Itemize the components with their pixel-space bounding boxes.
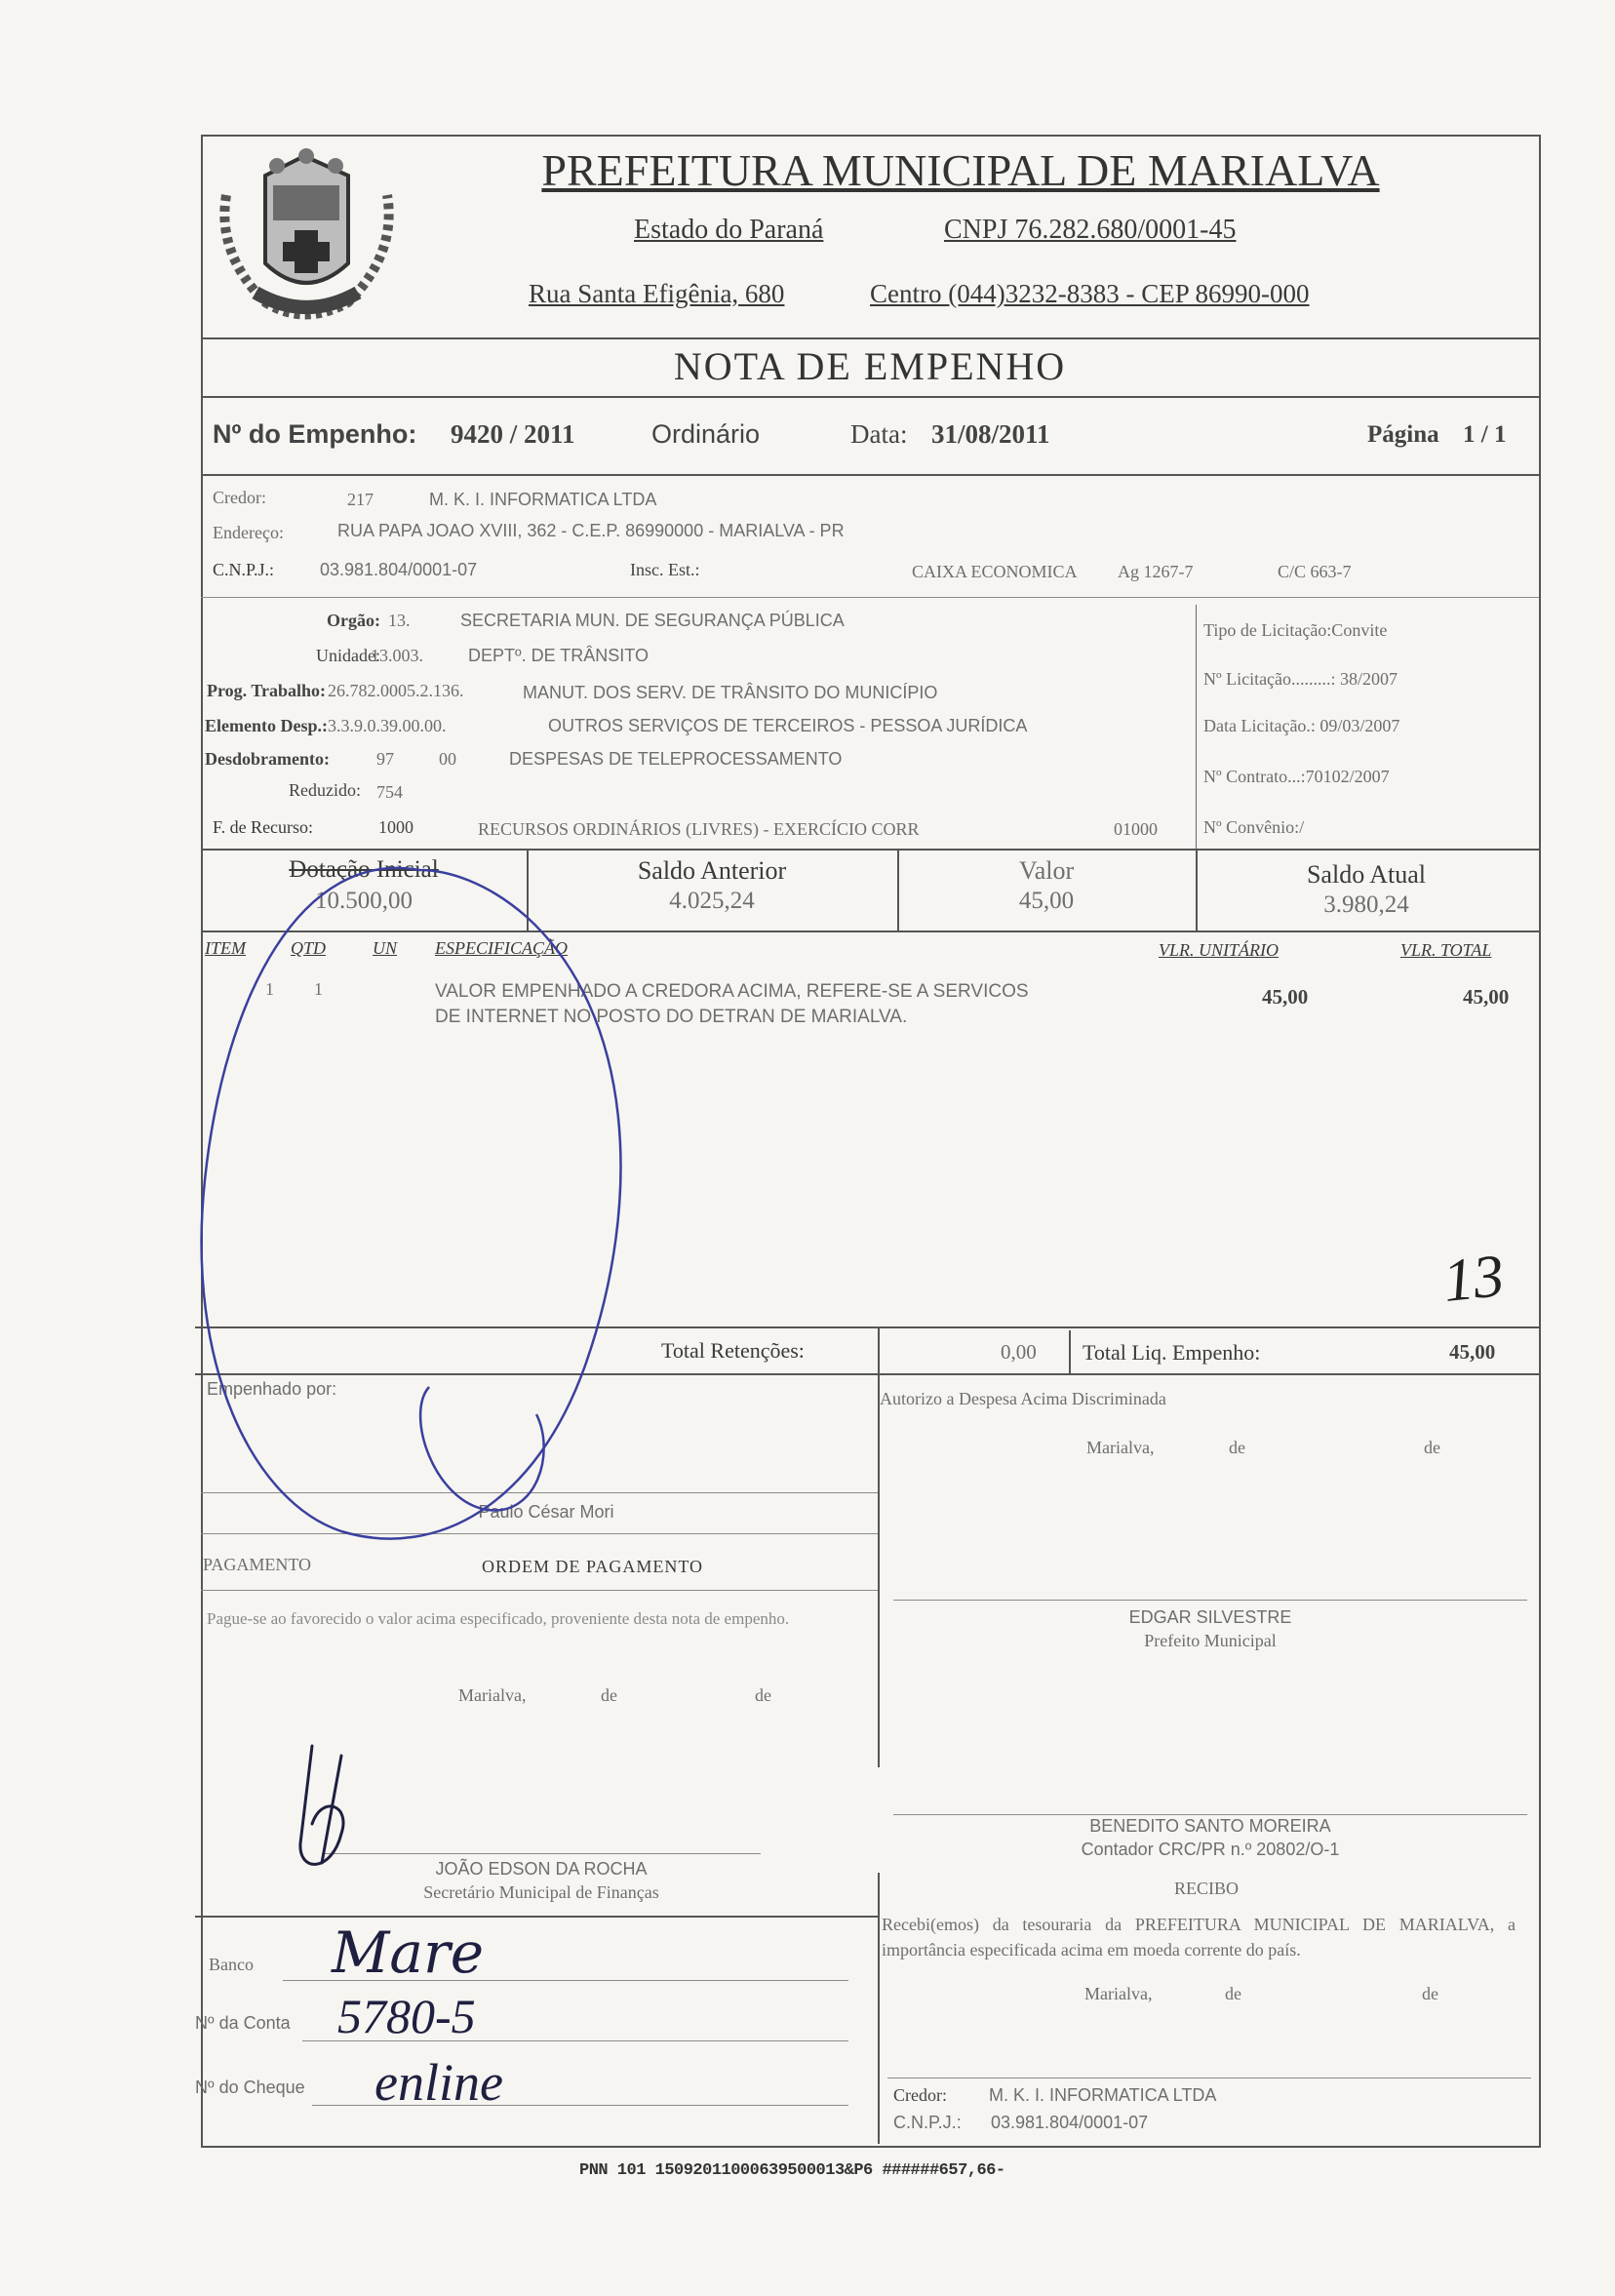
mayor-name: EDGAR SILVESTRE — [1128, 1607, 1292, 1627]
conta-label: Nº da Conta — [195, 2013, 291, 2033]
municipal-crest-icon — [207, 137, 407, 332]
unidade-code: 13.003. — [371, 646, 423, 665]
doc-title: NOTA DE EMPENHO — [673, 344, 1067, 388]
creditor-cnpj: 03.981.804/0001-07 — [320, 560, 478, 579]
secretary-signature-icon — [283, 1726, 419, 1882]
col-item: ITEM — [205, 938, 246, 958]
desdobramento-code: 97 — [376, 749, 394, 769]
creditor-address: RUA PAPA JOAO XVIII, 362 - C.E.P. 86990000 - MARIALVA - PR — [337, 521, 845, 540]
unidade-label: Unidade: — [316, 646, 380, 665]
desdobramento-sub: 00 — [439, 749, 456, 769]
liquido-value: 45,00 — [1449, 1340, 1496, 1364]
empenho-type: Ordinário — [651, 419, 761, 449]
cheque-handwritten: enline — [374, 2053, 503, 2112]
creditor-code: 217 — [347, 490, 374, 509]
creditor-name: M. K. I. INFORMATICA LTDA — [429, 490, 657, 509]
saldo-anterior-value: 4.025,24 — [669, 888, 755, 914]
empenho-date-label: Data: — [850, 419, 908, 449]
insc-label: Insc. Est.: — [630, 560, 700, 579]
item-total: 45,00 — [1463, 985, 1510, 1009]
orgao-label: Orgão: — [327, 611, 380, 630]
valor-label: Valor — [1018, 856, 1075, 885]
valor-value: 45,00 — [1018, 888, 1075, 914]
empenhado-name: Paulo César Mori — [478, 1502, 614, 1522]
recibo-de1: de — [1225, 1984, 1241, 2003]
elemento-code: 3.3.9.0.39.00.00. — [328, 716, 447, 735]
creditor-agency: Ag 1267-7 — [1118, 562, 1194, 581]
banco-label: Banco — [209, 1955, 254, 1974]
recurso-code: 1000 — [378, 817, 414, 837]
conta-handwritten: 5780-5 — [337, 1989, 476, 2043]
cnpj-label: C.N.P.J.: — [213, 560, 275, 579]
secretary-role: Secretário Municipal de Finanças — [423, 1882, 659, 1902]
item-spec-line2: DE INTERNET NO POSTO DO DETRAN DE MARIALVA. — [435, 1007, 908, 1027]
desdobramento-label: Desdobramento: — [205, 749, 330, 769]
licitacao-tipo: Tipo de Licitação:Convite — [1203, 620, 1388, 640]
licitacao-numero: Nº Licitação.........: 38/2007 — [1203, 669, 1398, 689]
page-number: 1 / 1 — [1463, 421, 1507, 448]
prog-label: Prog. Trabalho: — [207, 681, 327, 700]
prog-code: 26.782.0005.2.136. — [328, 681, 464, 700]
reduzido-value: 754 — [376, 782, 403, 802]
saldo-atual-label: Saldo Atual — [1306, 860, 1427, 889]
recurso-sub: 01000 — [1114, 819, 1158, 839]
state-name: Estado do Paraná — [634, 215, 824, 245]
autorizo-de1: de — [1229, 1438, 1245, 1457]
municipality-address: Rua Santa Efigênia, 680 — [529, 279, 785, 308]
elemento-label: Elemento Desp.: — [205, 716, 328, 735]
empenhado-label: Empenhado por: — [207, 1379, 337, 1399]
autorizo-text: Autorizo a Despesa Acima Discriminada — [880, 1389, 1166, 1408]
recibo-de2: de — [1422, 1984, 1438, 2003]
unidade-name: DEPTº. DE TRÂNSITO — [468, 646, 649, 665]
empenho-date: 31/08/2011 — [931, 419, 1050, 449]
recibo-credor-label: Credor: — [893, 2085, 947, 2105]
pagamento-place: Marialva, — [458, 1685, 527, 1705]
footer-code: PNN 101 15092011000639500013&P6 ######657,66- — [579, 2161, 1005, 2180]
col-qtd: QTD — [291, 938, 327, 958]
item-unit: 45,00 — [1262, 985, 1309, 1009]
reduzido-label: Reduzido: — [289, 780, 361, 800]
licitacao-convenio: Nº Convênio:/ — [1203, 817, 1305, 837]
banco-handwritten: Mare — [332, 1920, 485, 1986]
signature-loop-icon — [410, 1375, 566, 1522]
address-label: Endereço: — [213, 523, 284, 542]
recibo-credor: M. K. I. INFORMATICA LTDA — [989, 2085, 1217, 2105]
creditor-account: C/C 663-7 — [1278, 562, 1352, 581]
retencoes-label: Total Retenções: — [661, 1338, 805, 1363]
pagamento-de2: de — [755, 1685, 771, 1705]
liquido-label: Total Liq. Empenho: — [1083, 1340, 1261, 1365]
col-unit: VLR. UNITÁRIO — [1159, 940, 1279, 960]
creditor-bank: CAIXA ECONOMICA — [912, 562, 1078, 581]
licitacao-data: Data Licitação.: 09/03/2007 — [1203, 716, 1400, 735]
accountant-role: Contador CRC/PR n.º 20802/O-1 — [1081, 1840, 1340, 1859]
recibo-text: Recebi(emos) da tesouraria da PREFEITURA MUNICIPAL DE MARIALVA, a importância especificada acima em moeda corrente do país. — [882, 1915, 1516, 1960]
pagamento-de1: de — [601, 1685, 617, 1705]
empenho-number-label: Nº do Empenho: — [213, 419, 417, 449]
ordem-label: ORDEM DE PAGAMENTO — [482, 1557, 704, 1576]
item-spec-line1: VALOR EMPENHADO A CREDORA ACIMA, REFERE-SE A SERVICOS — [435, 981, 1029, 1002]
creditor-label: Credor: — [213, 488, 266, 507]
municipality-contact: Centro (044)3232-8383 - CEP 86990-000 — [870, 279, 1310, 308]
recibo-cnpj-label: C.N.P.J.: — [893, 2113, 962, 2132]
recurso-name: RECURSOS ORDINÁRIOS (LIVRES) - EXERCÍCIO CORR — [478, 819, 920, 839]
pagamento-text: Pague-se ao favorecido o valor acima especificado, proveniente desta nota de empenho. — [207, 1609, 790, 1628]
item-number: 1 — [265, 979, 274, 999]
saldo-atual-value: 3.980,24 — [1323, 891, 1409, 918]
mayor-role: Prefeito Municipal — [1144, 1631, 1277, 1650]
prog-name: MANUT. DOS SERV. DE TRÂNSITO DO MUNICÍPIO — [523, 683, 938, 702]
autorizo-de2: de — [1424, 1438, 1440, 1457]
item-qtd: 1 — [314, 979, 323, 999]
dotacao-value: 10.500,00 — [315, 888, 413, 914]
pagamento-label: PAGAMENTO — [203, 1555, 312, 1574]
recibo-cnpj: 03.981.804/0001-07 — [991, 2113, 1149, 2132]
orgao-name: SECRETARIA MUN. DE SEGURANÇA PÚBLICA — [460, 611, 845, 630]
recurso-label: F. de Recurso: — [213, 817, 314, 837]
col-spec: ESPECIFICAÇÃO — [435, 938, 568, 958]
retencoes-value: 0,00 — [1001, 1340, 1037, 1364]
autorizo-place: Marialva, — [1086, 1438, 1155, 1457]
saldo-anterior-label: Saldo Anterior — [637, 856, 787, 885]
col-un: UN — [373, 938, 398, 958]
cheque-label: Nº do Cheque — [195, 2078, 305, 2097]
recibo-title: RECIBO — [1173, 1879, 1239, 1898]
dotacao-label: Dotação Inicial — [289, 856, 439, 883]
col-total: VLR. TOTAL — [1400, 940, 1492, 960]
municipality-cnpj: CNPJ 76.282.680/0001-45 — [944, 215, 1237, 245]
licitacao-contrato: Nº Contrato...:70102/2007 — [1203, 767, 1390, 786]
handwritten-page-mark: 13 — [1439, 1242, 1508, 1316]
municipality-title: PREFEITURA MUNICIPAL DE MARIALVA — [541, 145, 1380, 195]
page-label: Página — [1367, 421, 1439, 448]
secretary-name: JOÃO EDSON DA ROCHA — [435, 1859, 648, 1879]
empenho-number: 9420 / 2011 — [451, 419, 575, 449]
elemento-name: OUTROS SERVIÇOS DE TERCEIROS - PESSOA JURÍDICA — [548, 716, 1028, 735]
accountant-name: BENEDITO SANTO MOREIRA — [1089, 1816, 1331, 1836]
orgao-code: 13. — [388, 611, 411, 630]
recibo-place: Marialva, — [1084, 1984, 1153, 2003]
desdobramento-name: DESPESAS DE TELEPROCESSAMENTO — [509, 749, 843, 769]
